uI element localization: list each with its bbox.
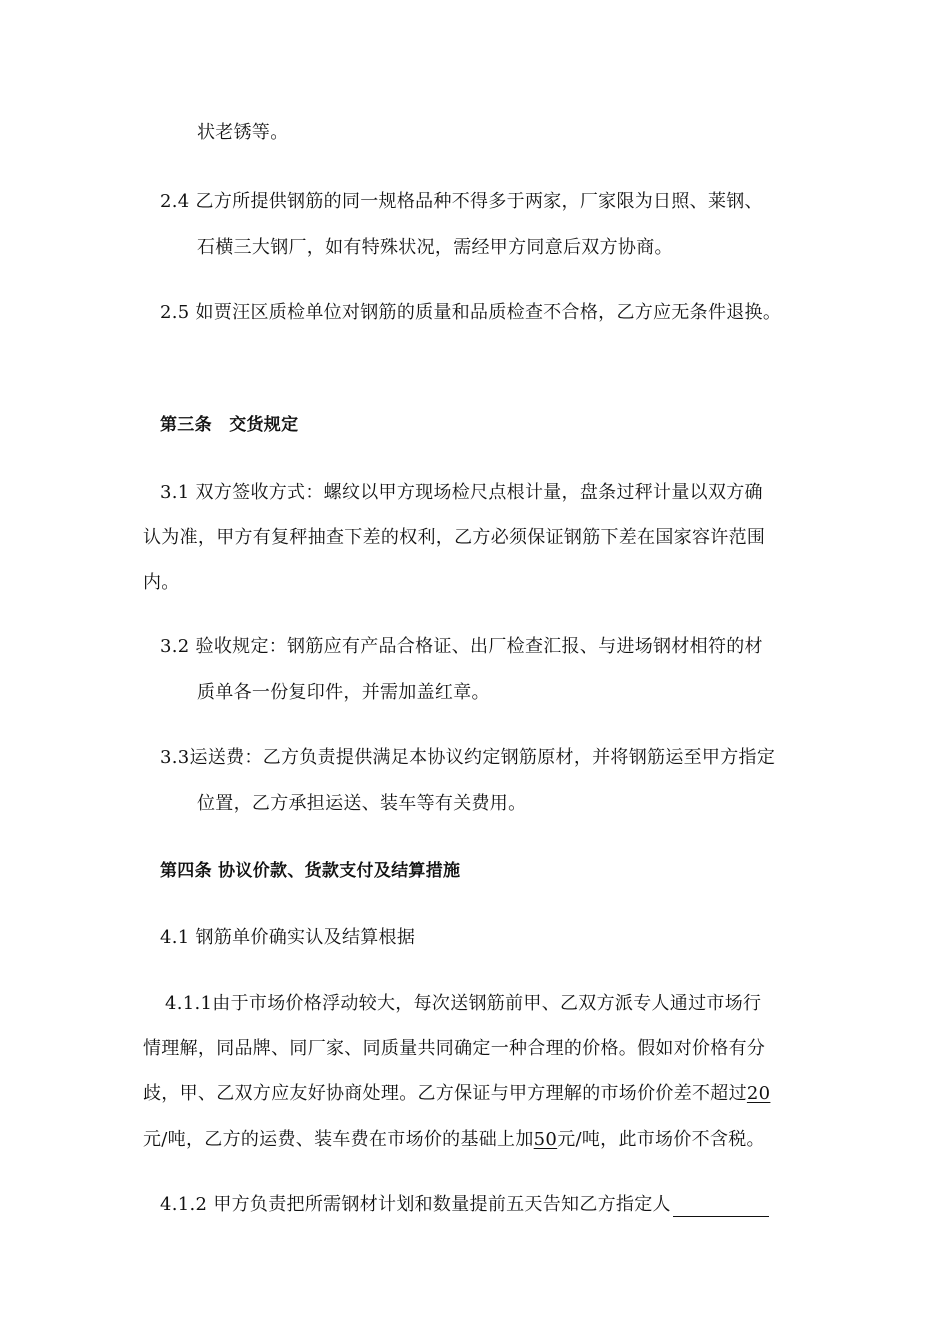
- article-4-heading: 第四条 协议价款、货款支付及结算措施: [160, 861, 461, 881]
- clause-3-1-line-1: 3.1 双方签收方式：螺纹以甲方现场检尺点根计量，盘条过秤计量以双方确: [160, 482, 763, 503]
- clause-4-1: 4.1 钢筋单价确实认及结算根据: [160, 927, 416, 948]
- clause-2-4-line-2: 石横三大钢厂，如有特殊状况，需经甲方同意后双方协商。: [197, 237, 673, 258]
- clause-2-5: 2.5 如贾汪区质检单位对钢筋的质量和品质检查不合格，乙方应无条件退换。: [160, 302, 782, 323]
- clause-4-1-2-text: 4.1.2 甲方负责把所需钢材计划和数量提前五天告知乙方指定人: [160, 1194, 671, 1215]
- clause-3-2-line-1: 3.2 验收规定：钢筋应有产品合格证、出厂检查汇报、与进场钢材相符的材: [160, 636, 763, 657]
- clause-4-1-1-line-4: [143, 1128, 765, 1152]
- clause-4-1-1-line-4a: 元/吨，乙方的运费、装车费在市场价的基础上加: [143, 1129, 534, 1150]
- designee-blank-line: [673, 1196, 769, 1217]
- freight-surcharge-value: 50: [533, 1129, 558, 1150]
- clause-4-1-1-line-4b: 元/吨，此市场价不含税。: [557, 1129, 765, 1150]
- clause-3-3-line-1: 3.3运送费：乙方负责提供满足本协议约定钢筋原材，并将钢筋运至甲方指定: [160, 747, 776, 768]
- clause-2-4-line-1: 2.4 乙方所提供钢筋的同一规格品种不得多于两家，厂家限为日照、莱钢、: [160, 191, 763, 212]
- clause-4-1-2: [160, 1193, 769, 1217]
- clause-3-2-line-2: 质单各一份复印件，并需加盖红章。: [197, 682, 490, 703]
- clause-4-1-1-line-1: 4.1.1由于市场价格浮动较大，每次送钢筋前甲、乙双方派专人通过市场行: [165, 993, 762, 1014]
- price-difference-value: 20: [746, 1083, 771, 1104]
- clause-3-3-line-2: 位置，乙方承担运送、装车等有关费用。: [197, 793, 527, 814]
- clause-4-1-1-line-3: [143, 1082, 770, 1106]
- clause-4-1-1-line-2: 情理解，同品牌、同厂家、同质量共同确定一种合理的价格。假如对价格有分: [143, 1038, 766, 1059]
- clause-3-1-line-2: 认为准，甲方有复秤抽查下差的权利，乙方必须保证钢筋下差在国家容许范围: [143, 527, 766, 548]
- clause-3-1-line-3: 内。: [143, 572, 180, 593]
- article-3-heading: 第三条 交货规定: [160, 415, 299, 435]
- clause-2-3-continuation: 状老锈等。: [197, 122, 289, 143]
- clause-4-1-1-line-3-text: 歧，甲、乙双方应友好协商处理。乙方保证与甲方理解的市场价价差不超过: [143, 1083, 747, 1104]
